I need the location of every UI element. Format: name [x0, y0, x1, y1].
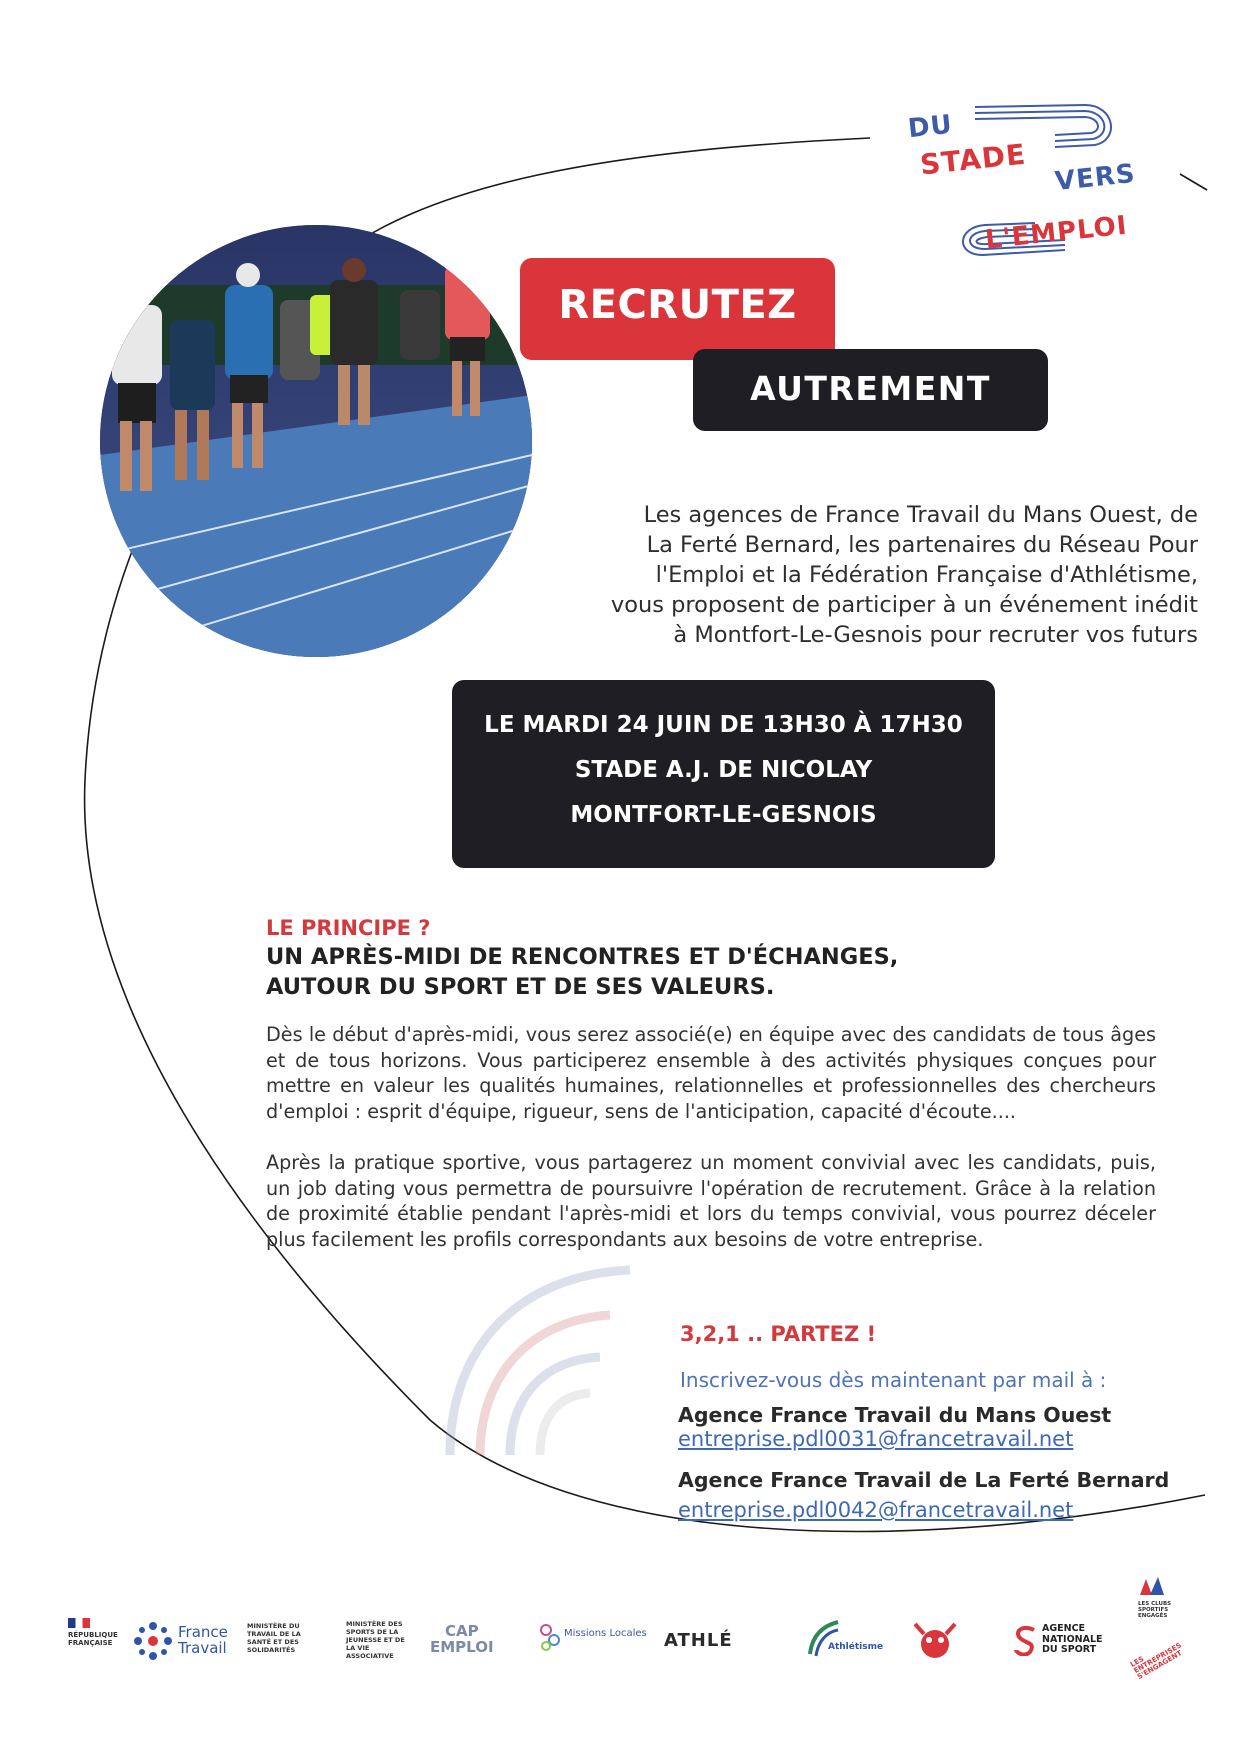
principe-paragraph-2: Après la pratique sportive, vous partagerez un moment convivial avec les candidats, puis, un job dating vous permettra de poursuivre l'opération de recrutement. Grâce à la relation de proximité établie pendant l'après-midi et lors du temps convivial, vous pourrez déceler plus facilement les profils correspondants aux besoins de votre entreprise. [266, 1151, 1156, 1251]
recrutez-banner [520, 258, 835, 360]
badge-stade: STADE [918, 137, 1028, 182]
email-link-mans-ouest[interactable]: entreprise.pdl0031@francetravail.net [678, 1427, 1074, 1451]
intro-paragraph [558, 500, 1198, 650]
recrutez-text: RECRUTEZ [558, 282, 797, 328]
france-travail-dots-icon [132, 1620, 174, 1662]
ministere-travail-logo: MINISTÈRE DU TRAVAIL DE LA SANTÉ ET DES SOLIDARITÉS [247, 1622, 301, 1654]
clubs-sportifs-engages-logo [1138, 1575, 1182, 1619]
flag-icon [68, 1618, 90, 1628]
agency-ferte-bernard: Agence France Travail de La Ferté Bernard [678, 1468, 1170, 1492]
ans-s-icon [1012, 1624, 1038, 1656]
event-venue: STADE A.J. DE NICOLAY [574, 757, 873, 783]
ligue-athletisme-logo [806, 1618, 884, 1662]
crab-mascot-icon [910, 1612, 960, 1664]
ligue-swoosh-icon [806, 1618, 840, 1658]
missions-locales-logo [538, 1622, 647, 1656]
agency-mans-ouest: Agence France Travail du Mans Ouest [678, 1403, 1112, 1427]
agence-nationale-sport-logo [1012, 1623, 1103, 1660]
france-travail-text-2: Travail [178, 1639, 227, 1657]
runners-photo [100, 225, 532, 657]
republique-francaise-logo [68, 1618, 128, 1647]
arches-decoration [440, 1265, 670, 1455]
ans-text-1: AGENCE [1042, 1623, 1086, 1634]
clubs-engages-icon [1138, 1575, 1166, 1597]
entreprises-engagent-logo [1122, 1630, 1192, 1682]
principe-headline-line: UN APRÈS-MIDI DE RENCONTRES ET D'ÉCHANGES, [266, 944, 899, 970]
club-crab-logo [910, 1612, 960, 1668]
principe-headline-line: AUTOUR DU SPORT ET DE SES VALEURS. [266, 974, 775, 1000]
cap-text: CAP [444, 1622, 479, 1640]
email-link-ferte-bernard[interactable]: entreprise.pdl0042@francetravail.net [678, 1498, 1074, 1522]
principe-question: LE PRINCIPE ? [266, 916, 431, 940]
event-date: LE MARDI 24 JUIN DE 13H30 À 17H30 [484, 712, 963, 738]
cap-emploi-logo [430, 1623, 494, 1655]
ligue-text: Athlétisme [828, 1642, 884, 1652]
event-city: MONTFORT-LE-GESNOIS [570, 802, 877, 828]
badge-emploi: L'EMPLOI [983, 210, 1129, 256]
republique-text: RÉPUBLIQUE FRANÇAISE [68, 1631, 118, 1647]
intro-line: vous proposent de participer à un événement inédit [610, 592, 1198, 618]
emploi-text: EMPLOI [430, 1638, 494, 1656]
badge-vers: VERS [1053, 158, 1137, 198]
athle-logo: ATHLÉ [664, 1630, 733, 1651]
autrement-banner [693, 349, 1048, 431]
intro-line: La Ferté Bernard, les partenaires du Réseau Pour [646, 532, 1198, 558]
ans-text-3: DU SPORT [1042, 1644, 1097, 1655]
badge-du: DU [906, 109, 955, 145]
intro-line: l'Emploi et la Fédération Française d'Athlétisme, [655, 562, 1198, 588]
principe-paragraph-1: Dès le début d'après-midi, vous serez associé(e) en équipe avec des candidats de tous âges et de tous horizons. Vous participerez ensemble à des activités physiques conçues pour mettre en valeur les qualités humaines, relationnelles et professionnelles des chercheurs d'emploi : esprit d'équipe, rigueur, sens de l'anticipation, capacité d'écoute.... [266, 1023, 1156, 1123]
principe-headline [266, 942, 986, 1002]
inscription-text: Inscrivez-vous dès maintenant par mail à : [680, 1368, 1107, 1392]
france-travail-text-1: France [178, 1623, 228, 1641]
intro-line: à Montfort-Le-Gesnois pour recruter vos futurs [673, 622, 1198, 648]
ministere-sports-logo: MINISTÈRE DES SPORTS DE LA JEUNESSE ET DE LA VIE ASSOCIATIVE [346, 1620, 405, 1660]
clubs-engages-text: LES CLUBS SPORTIFS ENGAGÉS [1138, 1601, 1172, 1619]
event-details-box [452, 680, 995, 868]
partez-heading: 3,2,1 .. PARTEZ ! [680, 1322, 877, 1346]
missions-locales-icon [538, 1622, 562, 1652]
france-travail-logo [132, 1620, 228, 1666]
missions-locales-text: Missions Locales [564, 1628, 647, 1639]
intro-line: Les agences de France Travail du Mans Ouest, de [643, 502, 1198, 528]
ans-text-2: NATIONALE [1042, 1633, 1103, 1645]
entreprises-engagent-text: LES ENTREPRISES S'ENGAGENT [1128, 1641, 1184, 1682]
autrement-text: AUTREMENT [750, 369, 991, 408]
